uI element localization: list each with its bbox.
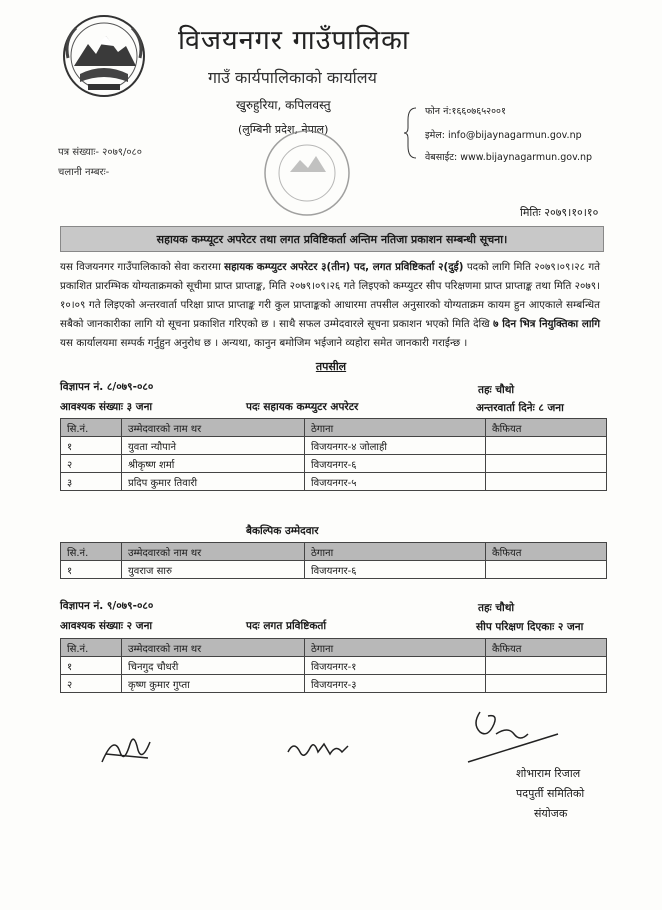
ad-number-2: विज्ञापन नं. ९/०७९-०८० [60, 600, 154, 612]
header-sn: सि.नं. [61, 419, 122, 437]
row-address: विजयनगर-१ [305, 657, 486, 675]
row-name: युवराज सारु [122, 561, 305, 579]
signature-2 [284, 734, 354, 764]
body-part-1: यस विजयनगर गाउँपालिकाको सेवा करारमा [60, 261, 221, 273]
row-sn: ३ [61, 473, 122, 491]
row-name: चिनगुद चौधरी [122, 657, 305, 675]
nepal-emblem-logo [58, 10, 150, 102]
candidate-table-1 [60, 418, 607, 491]
table-row [61, 657, 607, 675]
table-header-row [61, 543, 607, 561]
row-sn: २ [61, 455, 122, 473]
notice-date: मितिः २०७९।१०।१० [520, 206, 599, 219]
contact-bracket [404, 106, 418, 160]
alternate-candidates-title: बैकल्पिक उम्मेदवार [246, 525, 319, 537]
signer-name: शोभाराम रिजाल [516, 767, 581, 780]
row-address: विजयनगर-६ [305, 561, 486, 579]
phone-number: फोन नं:१६६०७६५२००१ [425, 106, 506, 117]
office-address: खुरुहुरिया, कपिलवस्तु [236, 98, 331, 112]
signer-title-1: पदपुर्ती समितिको [516, 787, 585, 800]
row-remarks [486, 657, 607, 675]
header-remarks: कैफियत [486, 543, 607, 561]
row-remarks [486, 675, 607, 693]
row-sn: १ [61, 657, 122, 675]
required-count-2: आवश्यक संख्याः २ जना [60, 620, 153, 632]
office-province: (लुम्बिनी प्रदेश, नेपाल) [238, 123, 329, 136]
letter-number: पत्र संख्याः- २०७९/०८० [58, 147, 142, 158]
row-address: विजयनगर-३ [305, 675, 486, 693]
header-remarks: कैफियत [486, 419, 607, 437]
office-stamp [256, 126, 358, 220]
row-remarks [486, 437, 607, 455]
website-link[interactable]: वेबसाईट: www.bijaynagarmun.gov.np [425, 152, 593, 163]
header-address: ठेगाना [305, 639, 486, 657]
header-address: ठेगाना [305, 419, 486, 437]
table-header-row [61, 639, 607, 657]
signature-3 [466, 704, 562, 768]
skill-test-count-2: सीप परिक्षण दिएकाः २ जना [476, 621, 584, 633]
body-part-3: यस कार्यालयमा सम्पर्क गर्नुहुन अनुरोध छ । अन्यथा, कानुन बमोजिम भईजाने व्यहोरा समेत जानकारी गराईन्छ । [60, 337, 468, 349]
row-name: प्रदिप कुमार तिवारी [122, 473, 305, 491]
post-name-1: पदः सहायक कम्प्युटर अपरेटर [246, 401, 359, 413]
body-bold-1: सहायक कम्प्युटर अपरेटर ३(तीन) पद, लगत प्रविष्टिकर्ता २(दुई) [224, 261, 464, 273]
row-address: विजयनगर-४ जोलाही [305, 437, 486, 455]
table-row [61, 561, 607, 579]
interview-count-1: अन्तरवार्ता दिनेः ८ जना [476, 402, 564, 414]
org-title: विजयनगर गाउँपालिका [178, 25, 410, 56]
notice-subject: सहायक कम्प्यूटर अपरेटर तथा लगत प्रविष्टिकर्ता अन्तिम नतिजा प्रकाशन सम्बन्धी सूचना। [60, 226, 604, 252]
row-name: युवता न्यौपाने [122, 437, 305, 455]
email-address: इमेल: info@bijaynagarmun.gov.np [425, 130, 582, 141]
row-sn: १ [61, 561, 122, 579]
ad-number-1: विज्ञापन नं. ८/०७९-०८० [60, 381, 154, 393]
post-name-2: पदः लगत प्रविष्टिकर्ता [246, 620, 327, 632]
body-bold-2: ७ दिन भित्र नियुक्तिका लागि [493, 318, 601, 330]
row-sn: १ [61, 437, 122, 455]
signature-1 [98, 724, 158, 770]
level-2: तहः चौथो [478, 602, 515, 614]
header-name: उम्मेदवारको नाम थर [122, 543, 305, 561]
row-address: विजयनगर-५ [305, 473, 486, 491]
details-heading: तपसील [315, 360, 347, 373]
row-name: श्रीकृष्ण शर्मा [122, 455, 305, 473]
header-sn: सि.नं. [61, 639, 122, 657]
header-sn: सि.नं. [61, 543, 122, 561]
row-remarks [486, 455, 607, 473]
row-sn: २ [61, 675, 122, 693]
table-header-row [61, 419, 607, 437]
candidate-table-2 [60, 638, 607, 693]
header-name: उम्मेदवारको नाम थर [122, 639, 305, 657]
header-address: ठेगाना [305, 543, 486, 561]
body-part-2: पदको लागि मिति २०७९।०९।२८ गते प्रकाशित प्रारम्भिक योग्यताक्रमको सूचीमा प्राप्त प्राप्ताङ्क, मिति २०७९।०९।२६ गते लिइएको कम्प्युटर सीप परिक्षणमा प्राप्त प्राप्ताङ्क तथा मिति २०७९।१०।०९ गते लिइएको अन्तरवार्ता परिक्षा प्राप्त प्राप्ताङ्क गरी कुल प्राप्ताङ्कको आधारमा तपसील अनुसारको योग्यताक्रम कायम हुन आएकाले सम्बन्धित सबैको जानकारीका लागि यो सूचना प्रकाशित गरिएको छ । साथै सफल उम्मेदवारले सूचना प्रकाशन भएको मिति देखि [60, 261, 600, 330]
table-row [61, 473, 607, 491]
row-remarks [486, 473, 607, 491]
header-name: उम्मेदवारको नाम थर [122, 419, 305, 437]
table-row [61, 437, 607, 455]
office-name: गाउँ कार्यपालिकाको कार्यालय [208, 68, 377, 87]
header-remarks: कैफियत [486, 639, 607, 657]
row-remarks [486, 561, 607, 579]
dispatch-number: चलानी नम्बरः- [58, 167, 110, 178]
table-row [61, 455, 607, 473]
row-name: कृष्ण कुमार गुप्ता [122, 675, 305, 693]
alternate-candidate-table [60, 542, 607, 579]
row-address: विजयनगर-६ [305, 455, 486, 473]
table-row [61, 675, 607, 693]
signer-title-2: संयोजक [534, 807, 568, 820]
level-1: तहः चौथो [478, 384, 515, 396]
required-count-1: आवश्यक संख्याः ३ जना [60, 401, 153, 413]
notice-body [60, 258, 600, 353]
